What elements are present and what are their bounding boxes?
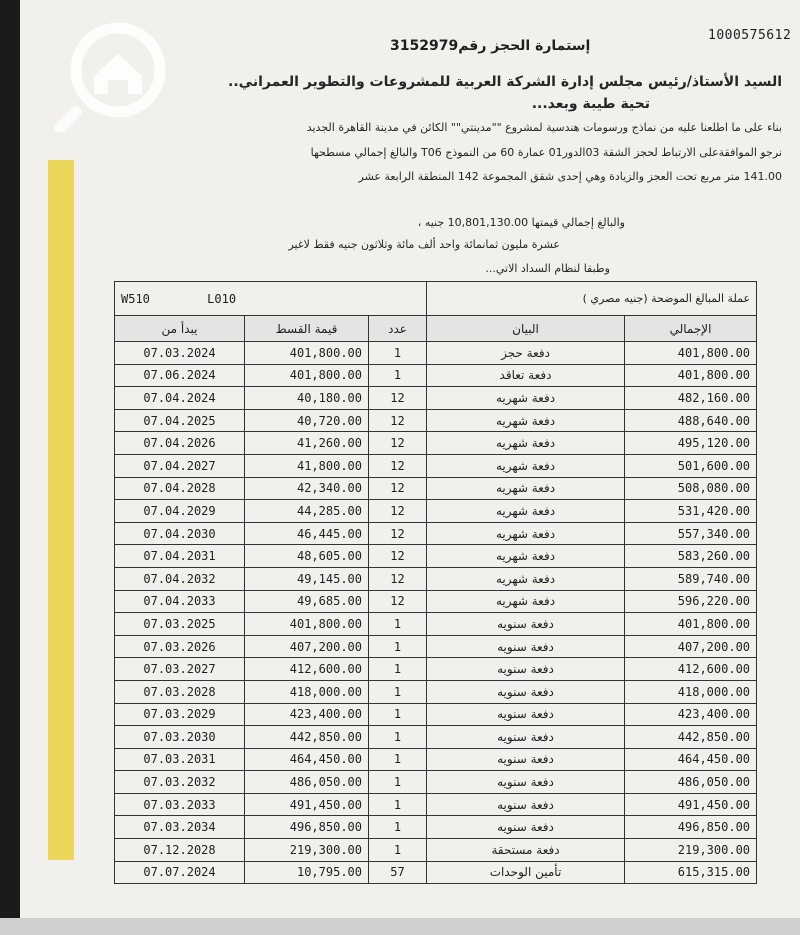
- table-row: [115, 590, 757, 613]
- row-count: 1: [369, 364, 427, 387]
- table-row: [115, 454, 757, 477]
- row-description: دفعة سنويه: [427, 658, 625, 681]
- payment-plan-line: وطبقا لنظام السداد الاتي...: [485, 262, 610, 275]
- row-installment: 407,200.00: [245, 635, 369, 658]
- row-total: 418,000.00: [625, 680, 757, 703]
- row-total: 401,800.00: [625, 342, 757, 365]
- row-total: 407,200.00: [625, 635, 757, 658]
- row-total: 531,420.00: [625, 500, 757, 523]
- currency-title: عملة المبالغ الموضحة (جنيه مصري ): [427, 282, 757, 316]
- table-row: [115, 861, 757, 884]
- row-total: 583,260.00: [625, 545, 757, 568]
- row-total: 496,850.00: [625, 816, 757, 839]
- row-installment: 423,400.00: [245, 703, 369, 726]
- row-count: 1: [369, 726, 427, 749]
- salutation-line: السيد الأستاذ/رئيس مجلس إدارة الشركة العربية للمشروعات والتطوير العمراني..: [228, 74, 782, 90]
- row-total: 423,400.00: [625, 703, 757, 726]
- row-description: دفعة شهريه: [427, 387, 625, 410]
- row-count: 1: [369, 793, 427, 816]
- unit-codes: [115, 282, 427, 316]
- row-description: دفعة سنويه: [427, 726, 625, 749]
- row-description: دفعة تعاقد: [427, 364, 625, 387]
- row-total: 495,120.00: [625, 432, 757, 455]
- table-row: [115, 658, 757, 681]
- row-start-date: 07.03.2032: [115, 771, 245, 794]
- total-words-line: عشرة مليون ثمانمائة واحد ألف مائة وثلاثون جنيه فقط لاغير: [288, 238, 560, 251]
- row-start-date: 07.04.2024: [115, 387, 245, 410]
- row-start-date: 07.03.2033: [115, 793, 245, 816]
- table-row: [115, 387, 757, 410]
- greeting-line: تحية طيبة وبعد...: [531, 96, 650, 112]
- row-count: 1: [369, 839, 427, 862]
- row-installment: 40,720.00: [245, 409, 369, 432]
- row-count: 12: [369, 477, 427, 500]
- table-row: [115, 477, 757, 500]
- row-start-date: 07.04.2026: [115, 432, 245, 455]
- row-total: 401,800.00: [625, 364, 757, 387]
- row-count: 1: [369, 748, 427, 771]
- body-line-3: 141.00 متر مربع تحت العجز والزيادة وهي إحدى شقق المجموعة 142 المنطقة الرابعة عشر: [358, 170, 782, 183]
- row-count: 12: [369, 454, 427, 477]
- row-description: دفعة شهريه: [427, 567, 625, 590]
- row-description: دفعة سنويه: [427, 613, 625, 636]
- table-row: [115, 703, 757, 726]
- row-description: دفعة شهريه: [427, 500, 625, 523]
- row-description: دفعة شهريه: [427, 522, 625, 545]
- row-installment: 42,340.00: [245, 477, 369, 500]
- row-description: دفعة سنويه: [427, 703, 625, 726]
- header-start: يبدأ من: [115, 316, 245, 342]
- row-count: 1: [369, 613, 427, 636]
- row-installment: 44,285.00: [245, 500, 369, 523]
- row-description: دفعة سنويه: [427, 816, 625, 839]
- row-installment: 40,180.00: [245, 387, 369, 410]
- row-count: 12: [369, 432, 427, 455]
- row-description: دفعة شهريه: [427, 477, 625, 500]
- row-start-date: 07.03.2031: [115, 748, 245, 771]
- row-count: 12: [369, 545, 427, 568]
- row-description: دفعة شهريه: [427, 454, 625, 477]
- table-row: [115, 726, 757, 749]
- row-installment: 496,850.00: [245, 816, 369, 839]
- table-row: [115, 567, 757, 590]
- row-installment: 412,600.00: [245, 658, 369, 681]
- row-description: دفعة سنويه: [427, 680, 625, 703]
- row-total: 401,800.00: [625, 613, 757, 636]
- row-start-date: 07.03.2028: [115, 680, 245, 703]
- row-start-date: 07.03.2024: [115, 342, 245, 365]
- table-row: [115, 839, 757, 862]
- row-start-date: 07.04.2028: [115, 477, 245, 500]
- row-total: 482,160.00: [625, 387, 757, 410]
- row-total: 615,315.00: [625, 861, 757, 884]
- table-row: [115, 793, 757, 816]
- row-installment: 401,800.00: [245, 342, 369, 365]
- row-description: دفعة شهريه: [427, 590, 625, 613]
- row-installment: 442,850.00: [245, 726, 369, 749]
- row-count: 1: [369, 658, 427, 681]
- row-start-date: 07.12.2028: [115, 839, 245, 862]
- row-count: 1: [369, 680, 427, 703]
- body-line-1: بناء على ما اطلعنا عليه من نماذج ورسومات هندسية لمشروع ""مدينتي"" الكائن في مدينة القاهرة الجديد: [306, 121, 782, 134]
- table-row: [115, 771, 757, 794]
- table-row: [115, 342, 757, 365]
- row-start-date: 07.04.2032: [115, 567, 245, 590]
- table-row: [115, 816, 757, 839]
- row-installment: 491,450.00: [245, 793, 369, 816]
- total-value-line: والبالغ إجمالي قيمتها 10,801,130.00 جنيه ،: [417, 216, 625, 229]
- row-installment: 464,450.00: [245, 748, 369, 771]
- row-description: دفعة سنويه: [427, 635, 625, 658]
- row-description: دفعة سنويه: [427, 771, 625, 794]
- row-installment: 401,800.00: [245, 613, 369, 636]
- table-row: [115, 545, 757, 568]
- code-l: L010: [207, 291, 237, 306]
- row-installment: 219,300.00: [245, 839, 369, 862]
- row-installment: 49,145.00: [245, 567, 369, 590]
- row-total: 464,450.00: [625, 748, 757, 771]
- row-installment: 41,260.00: [245, 432, 369, 455]
- row-installment: 48,605.00: [245, 545, 369, 568]
- row-description: دفعة شهريه: [427, 545, 625, 568]
- document-page: [20, 0, 800, 918]
- table-header-row: [115, 316, 757, 342]
- row-count: 12: [369, 500, 427, 523]
- table-row: [115, 500, 757, 523]
- row-count: 1: [369, 771, 427, 794]
- yellow-paper-edge: [48, 160, 74, 860]
- table-row: [115, 680, 757, 703]
- row-description: دفعة سنويه: [427, 793, 625, 816]
- row-total: 596,220.00: [625, 590, 757, 613]
- row-description: دفعة شهريه: [427, 432, 625, 455]
- row-count: 57: [369, 861, 427, 884]
- row-count: 12: [369, 590, 427, 613]
- row-total: 488,640.00: [625, 409, 757, 432]
- row-start-date: 07.03.2034: [115, 816, 245, 839]
- row-total: 589,740.00: [625, 567, 757, 590]
- row-start-date: 07.03.2030: [115, 726, 245, 749]
- row-installment: 46,445.00: [245, 522, 369, 545]
- row-description: دفعة سنويه: [427, 748, 625, 771]
- row-description: تأمين الوحدات: [427, 861, 625, 884]
- table-body: [115, 342, 757, 884]
- row-description: دفعة مستحقة: [427, 839, 625, 862]
- row-count: 12: [369, 409, 427, 432]
- row-count: 1: [369, 703, 427, 726]
- row-total: 491,450.00: [625, 793, 757, 816]
- row-total: 412,600.00: [625, 658, 757, 681]
- header-description: البيان: [427, 316, 625, 342]
- header-count: عدد: [369, 316, 427, 342]
- table-top-row: [115, 282, 757, 316]
- row-installment: 401,800.00: [245, 364, 369, 387]
- body-line-2: نرجو الموافقةعلى الارتباط لحجز الشقة 03الدور01 عمارة 60 من النموذج T06 والبالغ إجمالي مسطحها: [310, 146, 782, 159]
- table-row: [115, 748, 757, 771]
- header-total: الإجمالي: [625, 316, 757, 342]
- header-installment: قيمة القسط: [245, 316, 369, 342]
- row-count: 1: [369, 342, 427, 365]
- row-start-date: 07.04.2025: [115, 409, 245, 432]
- footer-band: [0, 918, 800, 935]
- code-w: W510: [121, 291, 150, 306]
- table-row: [115, 432, 757, 455]
- row-description: دفعة حجز: [427, 342, 625, 365]
- row-installment: 10,795.00: [245, 861, 369, 884]
- home-logo-icon: [46, 14, 186, 132]
- row-installment: 418,000.00: [245, 680, 369, 703]
- row-start-date: 07.03.2027: [115, 658, 245, 681]
- row-installment: 49,685.00: [245, 590, 369, 613]
- row-start-date: 07.07.2024: [115, 861, 245, 884]
- row-count: 12: [369, 567, 427, 590]
- table-row: [115, 635, 757, 658]
- row-total: 219,300.00: [625, 839, 757, 862]
- payment-schedule-table: [114, 281, 757, 884]
- table-row: [115, 522, 757, 545]
- row-description: دفعة شهريه: [427, 409, 625, 432]
- document-number: 1000575612: [708, 28, 792, 43]
- row-total: 442,850.00: [625, 726, 757, 749]
- row-count: 12: [369, 387, 427, 410]
- row-start-date: 07.04.2031: [115, 545, 245, 568]
- form-title: إستمارة الحجز رقم3152979: [390, 38, 591, 54]
- row-installment: 486,050.00: [245, 771, 369, 794]
- row-count: 12: [369, 522, 427, 545]
- row-start-date: 07.03.2026: [115, 635, 245, 658]
- row-total: 557,340.00: [625, 522, 757, 545]
- table-row: [115, 364, 757, 387]
- row-total: 508,080.00: [625, 477, 757, 500]
- table-row: [115, 409, 757, 432]
- row-installment: 41,800.00: [245, 454, 369, 477]
- row-total: 501,600.00: [625, 454, 757, 477]
- row-start-date: 07.04.2029: [115, 500, 245, 523]
- row-total: 486,050.00: [625, 771, 757, 794]
- row-start-date: 07.04.2030: [115, 522, 245, 545]
- row-start-date: 07.03.2025: [115, 613, 245, 636]
- table-row: [115, 613, 757, 636]
- row-count: 1: [369, 816, 427, 839]
- row-start-date: 07.04.2027: [115, 454, 245, 477]
- row-start-date: 07.04.2033: [115, 590, 245, 613]
- row-start-date: 07.03.2029: [115, 703, 245, 726]
- row-count: 1: [369, 635, 427, 658]
- row-start-date: 07.06.2024: [115, 364, 245, 387]
